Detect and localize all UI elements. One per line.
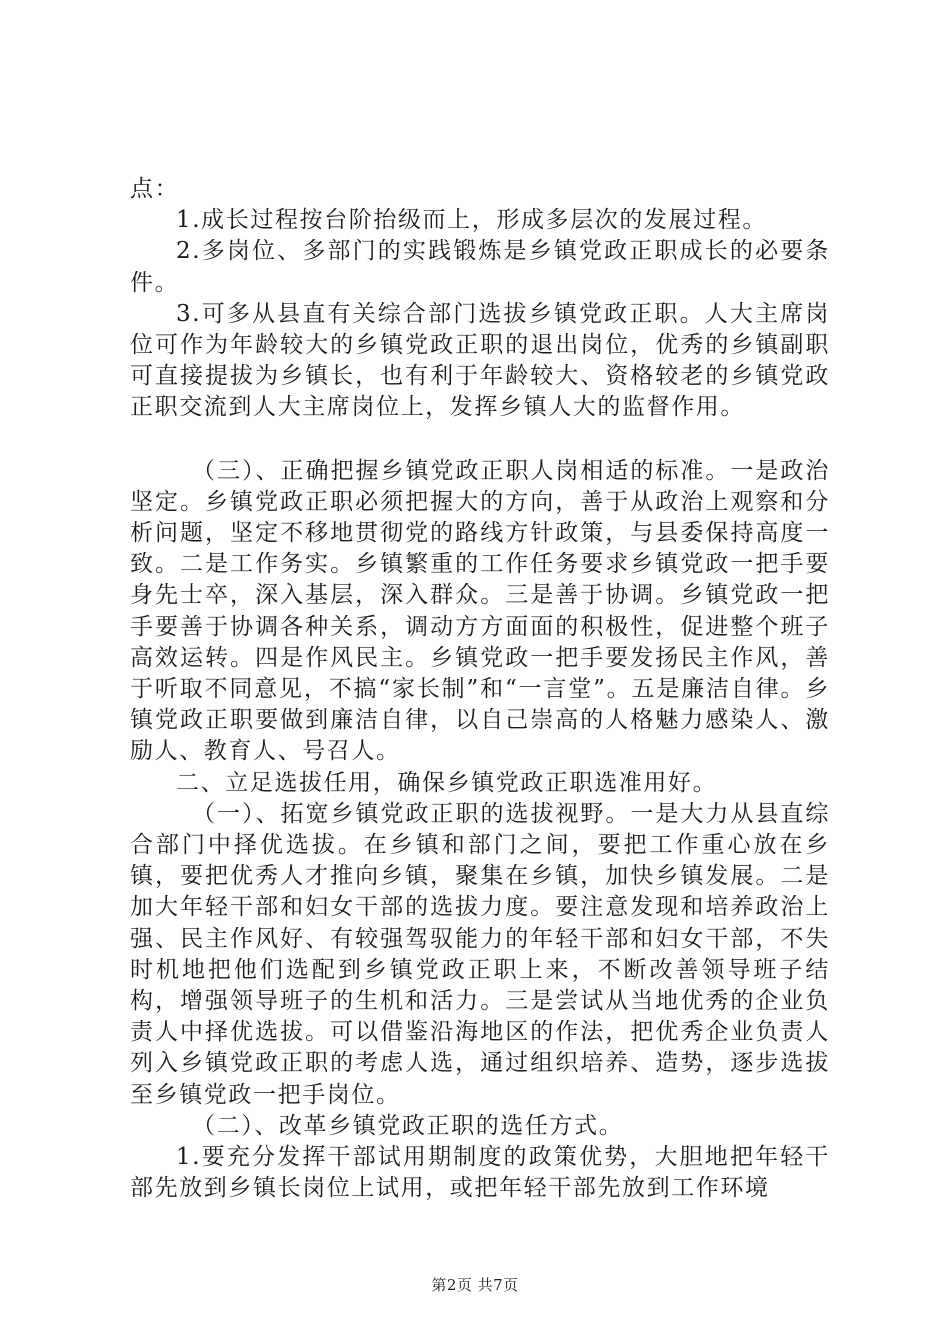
paragraph-subsection-2: （二）、改革乡镇党政正职的选任方式。 — [192, 1112, 624, 1139]
page-number-footer: 第2页 共7页 — [431, 1276, 519, 1294]
paragraph-point-2: 2.多岗位、多部门的实践锻炼是乡镇党政正职成长的必要条件。 — [130, 238, 830, 296]
paragraph-heading-2: 二、立足选拔任用，确保乡镇党政正职选准用好。 — [176, 769, 718, 796]
paragraph-continuation: 点： — [130, 176, 180, 202]
paragraph-section-3: （三）、正确把握乡镇党政正职人岗相适的标准。一是政治坚定。乡镇党政正职必须把握大的方向，善于从政治上观察和分析问题，坚定不移地贯彻党的路线方针政策，与县委保持高度一致。二是工作务实。乡镇繁重的工作任务要求乡镇党政一把手要身先士卒，深入基层，深入群众。三是善于协调。乡镇党政一把手要善于协调各种关系，调动方方面面的积极性，促进整个班子高效运转。四是作风民主。乡镇党政一把手要发扬民主作风，善于听取不同意见，不搞“家长制”和“一言堂”。五是廉洁自律。乡镇党政正职要做到廉洁自律，以自己崇高的人格魅力感染人、激励人、教育人、号召人。 — [130, 457, 830, 765]
paragraph-subsection-2-item-1: 1.要充分发挥干部试用期制度的政策优势，大胆地把年轻干部先放到乡镇长岗位上试用，或把年轻干部先放到工作环境 — [130, 1144, 830, 1202]
paragraph-gap — [130, 424, 830, 456]
document-body — [130, 174, 830, 1205]
paragraph-point-3: 3.可多从县直有关综合部门选拔乡镇党政正职。人大主席岗位可作为年龄较大的乡镇党政正职的退出岗位，优秀的乡镇副职可直接提拔为乡镇长，也有利于年龄较大、资格较老的乡镇党政正职交流到人大主席岗位上，发挥乡镇人大的监督作用。 — [130, 300, 830, 421]
paragraph-subsection-1: （一）、拓宽乡镇党政正职的选拔视野。一是大力从县直综合部门中择优选拔。在乡镇和部门之间，要把工作重心放在乡镇，要把优秀人才推向乡镇，聚集在乡镇，加快乡镇发展。二是加大年轻干部和妇女干部的选拔力度。要注意发现和培养政治上强、民主作风好、有较强驾驭能力的年轻干部和妇女干部，不失时机地把他们选配到乡镇党政正职上来，不断改善领导班子结构，增强领导班子的生机和活力。三是尝试从当地优秀的企业负责人中择优选拔。可以借鉴沿海地区的作法，把优秀企业负责人列入乡镇党政正职的考虑人选，通过组织培养、造势，逐步选拔至乡镇党政一把手岗位。 — [130, 800, 830, 1108]
paragraph-point-1: 1.成长过程按台阶抬级而上，形成多层次的发展过程。 — [176, 207, 767, 234]
